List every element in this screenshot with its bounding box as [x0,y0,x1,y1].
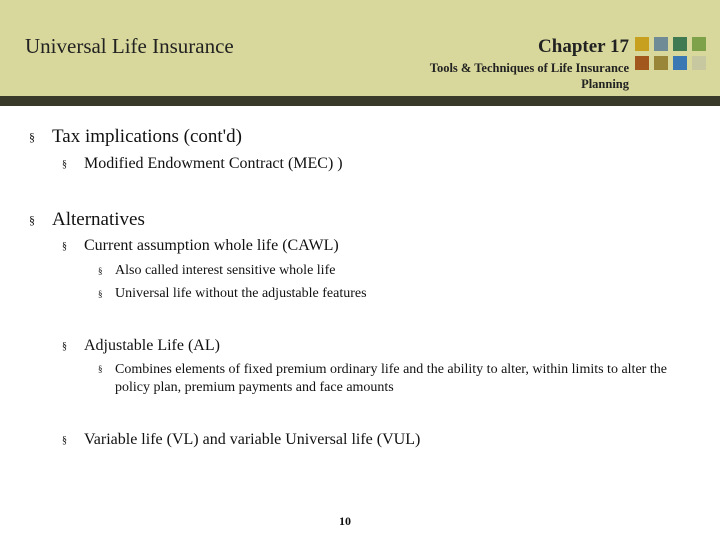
bullet-al [62,337,220,355]
bullet-tax-implications [29,126,242,148]
bullet-text: Variable life (VL) and variable Universal life (VUL) [84,431,421,448]
bullet-marker: § [98,364,103,374]
bullet-text: Universal life without the adjustable features [115,286,367,301]
bullet-alternatives [29,209,145,231]
bullet-marker: § [98,266,103,276]
bullet-al-sub1 [98,361,695,397]
bullet-text: Also called interest sensitive whole life [115,263,336,278]
bullet-text: Adjustable Life (AL) [84,337,220,354]
bullet-marker: § [98,289,103,299]
page-number: 10 [339,514,351,528]
bullet-marker: § [62,241,67,252]
bullet-marker: § [29,213,35,227]
bullet-cawl [62,237,339,255]
bullet-text: Tax implications (cont'd) [52,126,242,147]
bullet-text: Modified Endowment Contract (MEC) ) [84,155,343,172]
chapter-subtitle: Tools & Techniques of Life Insurance Planning [429,61,629,91]
bullet-mec [62,155,343,173]
bullet-cawl-sub2 [98,286,367,302]
bullet-text: Combines elements of fixed premium ordinary life and the ability to alter, within limits to alter the policy plan, premium payments and face amounts [115,362,667,395]
bullet-text: Alternatives [52,209,145,230]
bullet-text: Current assumption whole life (CAWL) [84,237,339,254]
bullet-marker: § [62,435,67,446]
bullet-cawl-sub1 [98,263,335,279]
bullet-marker: § [29,130,35,144]
bullet-marker: § [62,159,67,170]
slide-deck-title: Universal Life Insurance [25,34,234,58]
bullet-vl [62,431,420,449]
chapter-label: Chapter 17 [538,36,629,57]
bullet-marker: § [62,341,67,352]
